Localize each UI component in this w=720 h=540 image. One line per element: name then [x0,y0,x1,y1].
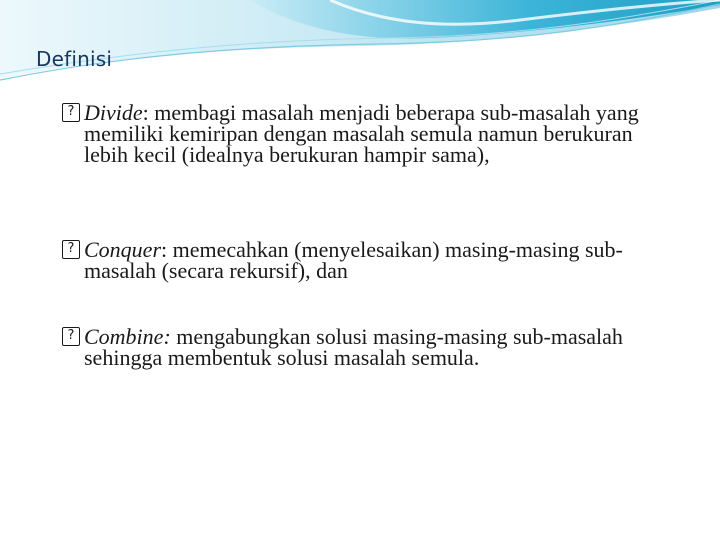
bullet-conquer [62,239,682,281]
bullet-description: mengabungkan solusi masing-masing sub-masalah sehingga membentuk solusi masalah semula. [84,324,623,370]
bullet-combine [62,326,682,368]
bullet-description: : memecahkan (menyelesaikan) masing-masing sub-masalah (secara rekursif), dan [84,237,623,283]
bullet-text [62,102,682,165]
bullet-term: Combine: [84,324,171,349]
bullet-description: : membagi masalah menjadi beberapa sub-masalah yang memiliki kemiripan dengan masalah semula namun berukuran lebih kecil (idealnya berukuran hampir sama), [84,100,639,167]
bullet-divide [62,102,682,165]
bullet-term: Divide [84,100,143,125]
header-wave-decoration [0,0,720,90]
bullet-term: Conquer [84,237,161,262]
slide-title: Definisi [36,47,113,71]
bullet-text [62,326,682,368]
bullet-marker-icon: ? [62,240,80,259]
bullet-text [62,239,682,281]
bullet-marker-icon: ? [62,103,80,122]
bullet-marker-icon: ? [62,327,80,346]
